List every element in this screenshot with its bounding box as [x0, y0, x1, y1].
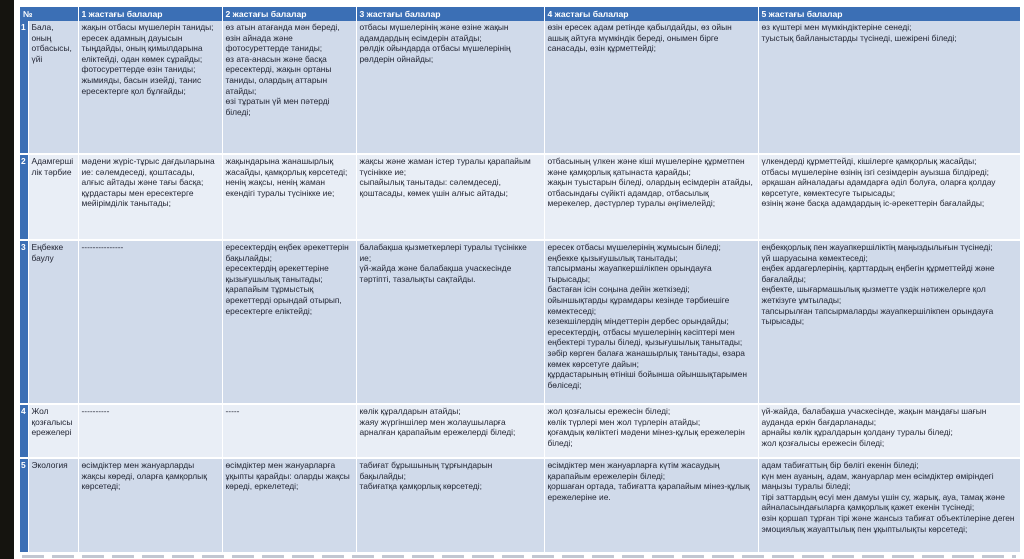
cell-age-4	[544, 458, 758, 559]
cell-age-1	[78, 154, 222, 240]
cell-line: әрқашан айналадағы адамдарға әділ болуға, оларға қолдау көрсетуге, көмектесуге тырысады;	[761, 177, 996, 198]
header-number: №	[20, 7, 78, 21]
header-age-5: 5 жастағы балалар	[758, 7, 1020, 21]
cell-line: фотосуреттерде өзін таниды; жымияды, басын изейді, танис ересектерге қол бұлғайды;	[81, 64, 202, 96]
cell-line: тапсырылған тапсырмаларды жауапкершілікпен орындауға тырысады;	[761, 305, 994, 327]
cell-line: ересек отбасы мүшелерінің жұмысын біледі;	[547, 242, 721, 252]
cell-age-1	[78, 404, 222, 458]
cell-line: еңбекқорлық пен жауапкершіліктің маңыздылығын түсінеді;	[761, 242, 993, 252]
cell-line: өсімдіктер мен жануарларды жақсы көреді, оларға қамқорлық көрсетеді;	[81, 460, 207, 492]
cell-age-4	[544, 240, 758, 404]
cell-line: сыпайылық танытады: сәлемдеседі, қоштасады, көмек үшін алғыс айтады;	[359, 177, 508, 198]
cell-line: жақсы және жаман істер туралы қарапайым түсінікке ие;	[359, 156, 531, 177]
table-row	[20, 404, 1020, 458]
table-header-row	[20, 7, 1020, 21]
cell-line: арнайы көлік құралдарын қолдану туралы біледі;	[761, 427, 953, 438]
cell-line: ересектердің, отбасы мүшелерінің кәсіптері мен еңбектері туралы біледі, қызығушылық танытады;	[547, 326, 743, 348]
cell-line: тапсырманы жауапкершілікпен орындауға тырысады;	[547, 263, 712, 284]
cell-line: үлкендерді құрметтейді, кішілерге қамқорлық жасайды;	[761, 156, 977, 166]
cell-line: ---------------	[81, 242, 124, 252]
header-age-4: 4 жастағы балалар	[544, 7, 758, 21]
table-row	[20, 458, 1020, 559]
row-topic	[28, 240, 78, 404]
cell-age-5	[758, 21, 1020, 154]
cell-line: өсімдіктер мен жануарларға ұқыпты қарайды: оларды жақсы көреді, еркелетеді;	[225, 460, 350, 492]
cell-line: тірі заттардың өсуі мен дамуы үшін су, жарық, ауа, тамақ және айналасындағыларға қамқорлық қажет екенін түсінеді;	[761, 491, 1005, 513]
cell-line: жақындарына жанашырлық жасайды, қамқорлық көрсетеді; ненің жақсы, ненің жаман екендігі туралы түсінікке ие;	[225, 156, 348, 198]
cell-age-5	[758, 154, 1020, 240]
cell-line: жақын отбасы мүшелерін таниды;	[81, 22, 214, 32]
footer-faint-text	[22, 555, 1016, 558]
cell-line: рөлдік ойындарда отбасы мүшелерінің рөлдерін ойнайды;	[359, 43, 511, 64]
cell-line: күн мен ауаның, адам, жануарлар мен өсімдіктер өміріндегі маңызы туралы біледі;	[761, 470, 994, 492]
topic-line: Бала, оның	[31, 22, 54, 43]
cell-age-2	[222, 458, 356, 559]
cell-line: отбасы мүшелеріне өзінің ізгі сезімдерін ауызша білдіреді;	[761, 166, 990, 177]
topic-line: Жол	[31, 406, 49, 416]
table-row	[20, 240, 1020, 404]
cell-line: кезекшілердің міндеттерін дербес орындайды;	[547, 316, 729, 327]
topic-line: Экология	[31, 460, 68, 470]
cell-age-3	[356, 458, 544, 559]
table-row	[20, 21, 1020, 154]
topic-line: Еңбекке	[31, 242, 64, 252]
cell-line: табиғат бұрышының тұрғындарын бақылайды;	[359, 460, 493, 481]
cell-line: жаяу жүргіншілер мен жолаушыларға арналған қарапайым ережелерді біледі;	[359, 416, 516, 438]
topic-line: отбасысы,	[31, 43, 72, 54]
header-age-1: 1 жастағы балалар	[78, 7, 222, 21]
cell-line: отбасы мүшелерінің және өзіне жақын адамдардың есімдерін атайды;	[359, 22, 509, 43]
row-topic	[28, 458, 78, 559]
cell-line: жол қозғалысы ережесін біледі;	[761, 437, 885, 448]
cell-line: өзін ересек адам ретінде қабылдайды, өз ойын ашық айтуға мүмкіндік береді, онымен бірге санасады, өзін құрметтейді;	[547, 22, 732, 54]
topic-line: қозғалысы	[31, 416, 73, 427]
cell-line: көлік түрлері мен жол түрлерін атайды;	[547, 416, 701, 427]
cell-line: табиғатқа қамқорлық көрсетеді;	[359, 481, 482, 492]
cell-line: адам табиғаттың бір бөлігі екенін біледі;	[761, 460, 919, 470]
cell-line: үй шаруасына көмектеседі;	[761, 252, 868, 263]
row-topic	[28, 154, 78, 240]
row-number: 2	[20, 154, 28, 240]
footer-strip	[14, 552, 1024, 559]
cell-age-5	[758, 240, 1020, 404]
cell-line: өзін қоршап тұрған тірі және жансыз табиғат объектілеріне деген эмоциялық жауаптылық пен ұқыптылықты көрсетеді;	[761, 512, 1015, 534]
cell-line: үй-жайда және балабақша учаскесінде тәртіпті, тазалықты сақтайды.	[359, 263, 512, 284]
cell-age-2	[222, 240, 356, 404]
cell-line: еңбек ардагерлерінің, қарттардың еңбегін құрметтейді және бағалайды;	[761, 263, 995, 284]
topic-line: ережелері	[31, 427, 72, 438]
cell-line: жақын туыстарын біледі, олардың есімдерін атайды, отбасындағы сүйікті адамдар, отбасылық мерекелер, дәстүрлер туралы әңгімелейді;	[547, 177, 753, 209]
header-age-2: 2 жастағы балалар	[222, 7, 356, 21]
cell-line: өзінің және басқа адамдардың іс-әрекеттерін бағалайды;	[761, 198, 985, 209]
cell-age-3	[356, 240, 544, 404]
cell-line: ересек адамның дауысын тыңдайды, оның қимылдарына еліктейді, одан көмек сұрайды;	[81, 32, 203, 64]
header-age-3: 3 жастағы балалар	[356, 7, 544, 21]
cell-age-3	[356, 404, 544, 458]
cell-age-1	[78, 458, 222, 559]
row-number: 5	[20, 458, 28, 559]
cell-line: өсімдіктер мен жануарларға күтім жасаудың қарапайым ережелерін біледі;	[547, 460, 720, 481]
cell-age-4	[544, 154, 758, 240]
row-number: 4	[20, 404, 28, 458]
cell-age-3	[356, 154, 544, 240]
cell-line: зәбір көрген балаға жанашырлық танытады, өзара көмек көрсетуге дайын;	[547, 347, 745, 369]
cell-line: ойыншықтарды құрамдары кезінде тәрбиешіге көмектеседі;	[547, 294, 730, 316]
cell-age-2	[222, 154, 356, 240]
cell-age-1	[78, 240, 222, 404]
cell-line: мәдени жүріс-тұрыс дағдыларына ие: сәлемдеседі, қоштасады, алғыс айтады және тағы басқа; құрдастары мен ересектерге мейірімділік танытады;	[81, 156, 215, 209]
table-row	[20, 154, 1020, 240]
topic-line: үйі	[31, 53, 43, 64]
row-number: 1	[20, 21, 28, 154]
cell-line: жол қозғалысы ережесін біледі;	[547, 406, 671, 416]
cell-line: балабақша қызметкерлері туралы түсінікке ие;	[359, 242, 527, 263]
cell-line: өзін айнада және фотосуреттерде таниды;	[225, 32, 323, 54]
curriculum-table	[20, 7, 1021, 559]
cell-line: ----------	[81, 406, 110, 416]
row-number: 3	[20, 240, 28, 404]
cell-line: қоршаған ортада, табиғатта қарапайым мінез-құлық ережелеріне ие.	[547, 481, 750, 502]
cell-line: еңбекке қызығушылық танытады;	[547, 252, 678, 263]
cell-line: қоғамдық көліктегі мәдени мінез-құлық ережелерін біледі;	[547, 427, 745, 448]
cell-line: ересектердің еңбек әрекеттерін бақылайды;	[225, 242, 349, 263]
cell-line: қарапайым тұрмыстық әрекеттерді орындай отырып, ересектерге еліктейді;	[225, 284, 342, 316]
cell-line: өз ата-анасын және басқа ересектерді, жақын ортаны таниды, олардың аттарын атайды;	[225, 53, 332, 96]
cell-line: туыстық байланыстарды түсінеді, шежірені біледі;	[761, 32, 957, 43]
topic-line: Адамгерші	[31, 156, 74, 166]
cell-age-4	[544, 404, 758, 458]
cell-line: еңбекте, шығармашылық қызметте үздік нәтижелерге қол жеткізуге ұмтылады;	[761, 284, 986, 305]
cell-line: бастаған ісін соңына дейін жеткізеді;	[547, 284, 690, 295]
cell-line: өз атын атағанда мән береді,	[225, 22, 340, 32]
cell-age-2	[222, 21, 356, 154]
cell-age-3	[356, 21, 544, 154]
cell-line: үй-жайда, балабақша учаскесінде, жақын маңдағы шағын ауданда еркін бағдарланады;	[761, 406, 987, 427]
cell-age-5	[758, 458, 1020, 559]
row-topic	[28, 404, 78, 458]
row-topic	[28, 21, 78, 154]
cell-line: -----	[225, 406, 240, 416]
cell-line: өзі тұратын үй мен пәтерді біледі;	[225, 96, 330, 117]
topic-line: баулу	[31, 252, 54, 263]
cell-line: құрдастарының өтініші бойынша ойыншықтарымен бөліседі;	[547, 369, 747, 390]
cell-line: көлік құралдарын атайды;	[359, 406, 461, 416]
cell-line: ересектердің әрекеттеріне қызығушылық танытады;	[225, 263, 329, 284]
cell-age-2	[222, 404, 356, 458]
cell-age-5	[758, 404, 1020, 458]
topic-line: лік тәрбие	[31, 166, 72, 177]
document-page	[14, 0, 1024, 559]
cell-age-4	[544, 21, 758, 154]
cell-age-1	[78, 21, 222, 154]
cell-line: өз күштері мен мүмкіндіктеріне сенеді;	[761, 22, 912, 32]
cell-line: отбасының үлкен және кіші мүшелеріне құрметпен және қамқорлық қатынаста қарайды;	[547, 156, 745, 177]
